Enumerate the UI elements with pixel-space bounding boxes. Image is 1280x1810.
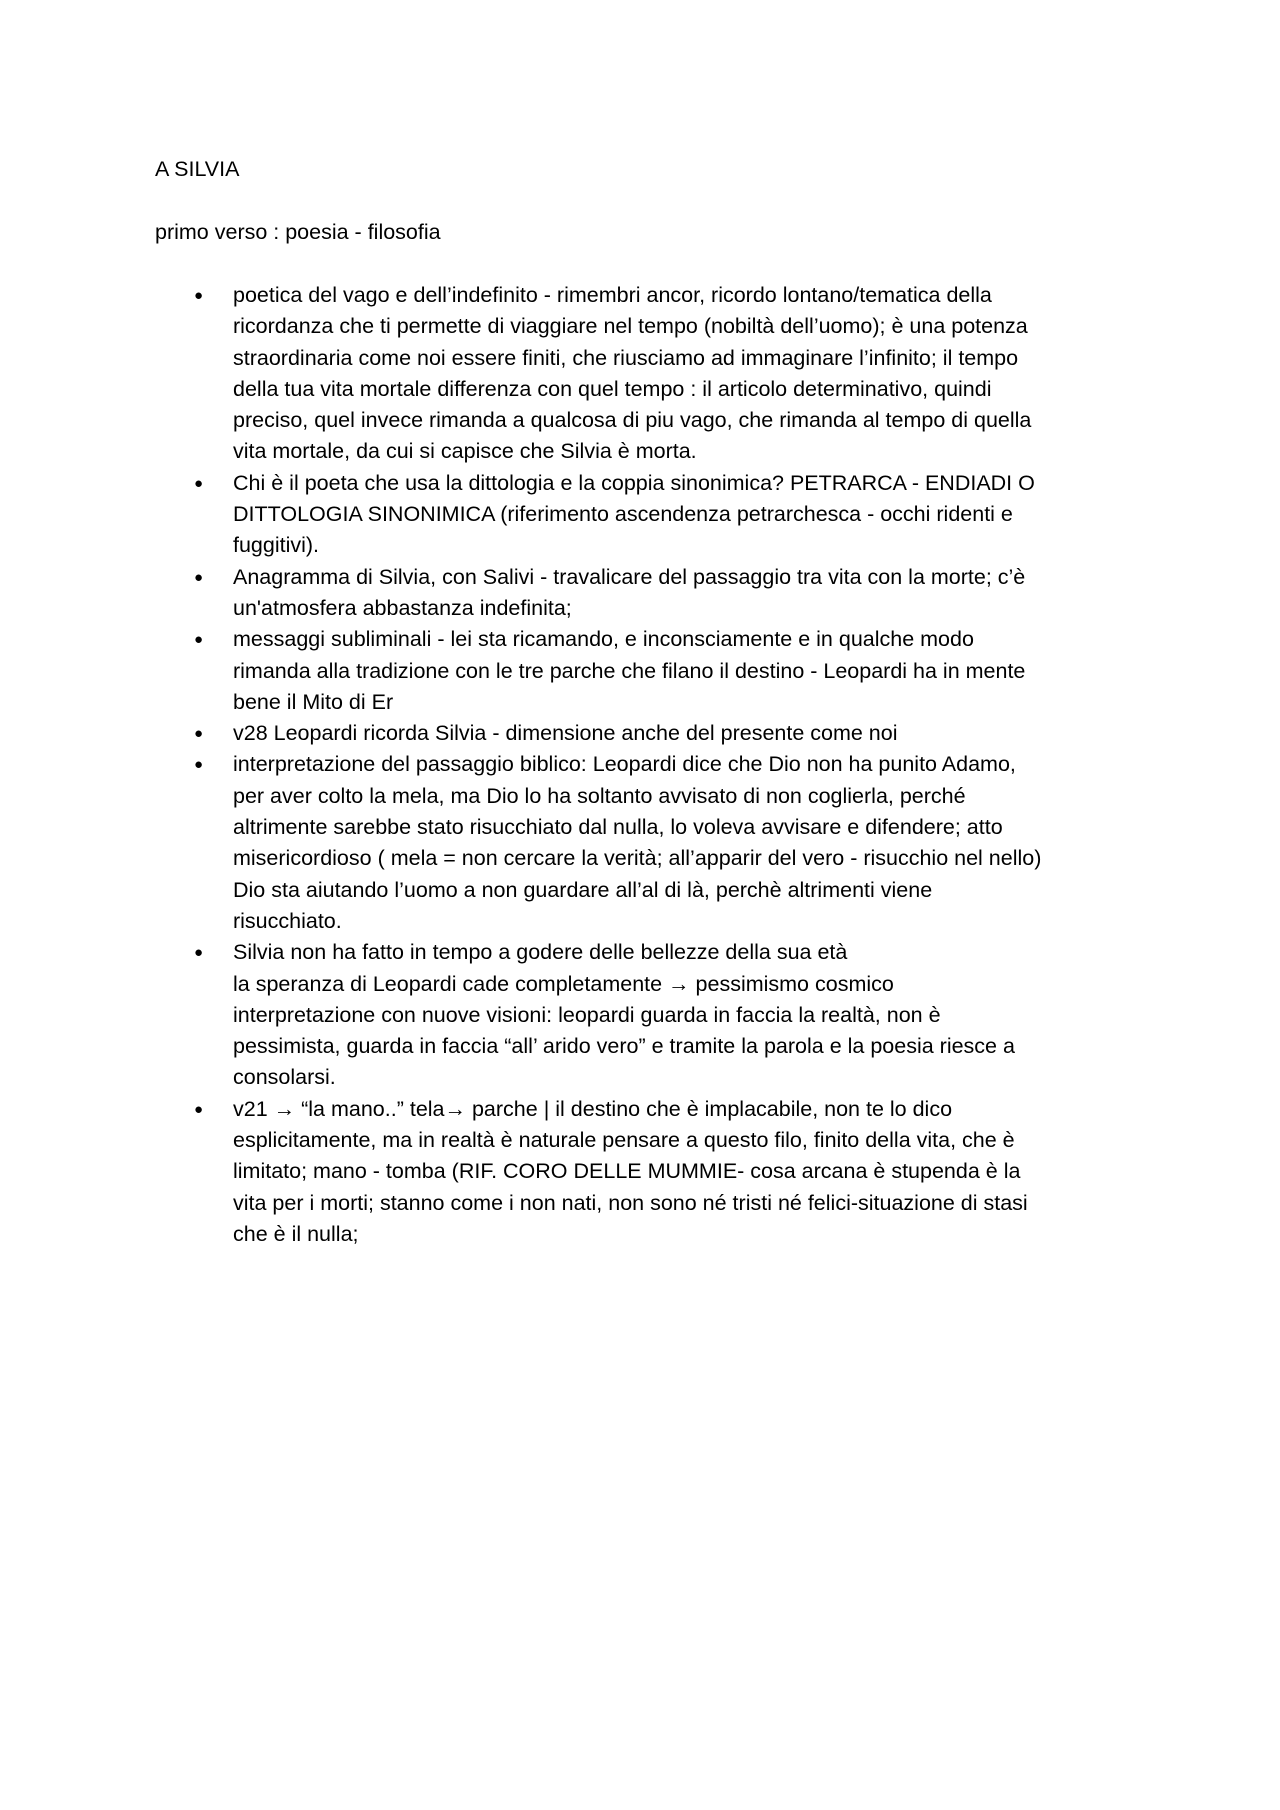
- bullet-dot-icon: ●: [194, 474, 204, 492]
- bullet-text-line: per aver colto la mela, ma Dio lo ha soltanto avvisato di non coglierla, perché: [233, 783, 966, 808]
- bullet-text-line: consolarsi.: [233, 1065, 336, 1090]
- bullet-text-line: un'atmosfera abbastanza indefinita;: [233, 595, 572, 620]
- bullet-text-line: messaggi subliminali - lei sta ricamando, e inconsciamente e in qualche modo: [233, 627, 974, 652]
- bullet-list: [0, 280, 1280, 1250]
- bullet-text-line: interpretazione con nuove visioni: leopardi guarda in faccia la realtà, non è: [233, 1002, 941, 1027]
- bullet-text-line: limitato; mano - tomba (RIF. CORO DELLE MUMMIE- cosa arcana è stupenda è la: [233, 1159, 1021, 1184]
- bullet-text-line: Dio sta aiutando l’uomo a non guardare all’al di là, perchè altrimenti viene: [233, 877, 933, 902]
- bullet-text-line: altrimente sarebbe stato risucchiato dal nulla, lo voleva avvisare e difendere; atto: [233, 815, 1003, 840]
- bullet-dot-icon: ●: [194, 631, 204, 649]
- bullet-text-line: straordinaria come noi essere finiti, che riusciamo ad immaginare l’infinito; il tempo: [233, 345, 1019, 370]
- bullet-text-line: fuggitivi).: [233, 533, 320, 558]
- bullet-text-line: esplicitamente, ma in realtà è naturale pensare a questo filo, finito della vita, che è: [233, 1128, 1015, 1153]
- bullet-text-line: Silvia non ha fatto in tempo a godere delle bellezze della sua età: [233, 940, 848, 965]
- bullet-text-line: che è il nulla;: [233, 1221, 359, 1246]
- bullet-text-line: interpretazione del passaggio biblico: Leopardi dice che Dio non ha punito Adamo,: [233, 752, 1016, 777]
- bullet-text-line: v21 → “la mano..” tela→ parche | il destino che è implacabile, non te lo dico: [233, 1096, 953, 1121]
- list-item: [0, 280, 1133, 468]
- bullet-text-line: Chi è il poeta che usa la dittologia e la coppia sinonimica? PETRARCA - ENDIADI O: [233, 470, 1035, 495]
- bullet-dot-icon: ●: [194, 944, 204, 962]
- bullet-text-line: ricordanza che ti permette di viaggiare nel tempo (nobiltà dell’uomo); è una potenza: [233, 314, 1028, 339]
- bullet-text-line: misericordioso ( mela = non cercare la verità; all’apparir del vero - risucchio nel nello): [233, 846, 1042, 871]
- bullet-text-line: della tua vita mortale differenza con quel tempo : il articolo determinativo, quindi: [233, 376, 992, 401]
- bullet-text-line: bene il Mito di Er: [233, 689, 394, 714]
- bullet-text-line: preciso, quel invece rimanda a qualcosa di piu vago, che rimanda al tempo di quella: [233, 408, 1032, 433]
- bullet-text-line: vita mortale, da cui si capisce che Silvia è morta.: [233, 439, 697, 464]
- bullet-text-line: DITTOLOGIA SINONIMICA (riferimento ascendenza petrarchesca - occhi ridenti e: [233, 502, 1013, 527]
- list-item: [0, 624, 1133, 718]
- list-item: [0, 562, 1133, 625]
- list-item: [0, 937, 1133, 1093]
- bullet-text-line: pessimista, guarda in faccia “all’ arido vero” e tramite la parola e la poesia riesce a: [233, 1034, 1015, 1059]
- bullet-text-line: poetica del vago e dell’indefinito - rimembri ancor, ricordo lontano/tematica della: [233, 283, 992, 307]
- bullet-dot-icon: ●: [194, 725, 204, 743]
- bullet-dot-icon: ●: [194, 756, 204, 774]
- bullet-text-line: v28 Leopardi ricorda Silvia - dimensione anche del presente come noi: [233, 721, 898, 746]
- document-title: A SILVIA: [155, 157, 240, 181]
- bullet-dot-icon: ●: [194, 568, 204, 586]
- bullet-dot-icon: ●: [194, 287, 204, 304]
- bullet-text-line: risucchiato.: [233, 908, 342, 933]
- bullet-text-line: Anagramma di Silvia, con Salivi - travalicare del passaggio tra vita con la morte; c’è: [233, 564, 1026, 589]
- list-item: [0, 1094, 1133, 1250]
- bullet-text-line: la speranza di Leopardi cade completamente → pessimismo cosmico: [233, 971, 894, 996]
- list-item: [0, 749, 1133, 937]
- list-item: [0, 718, 1133, 749]
- bullet-text-line: rimanda alla tradizione con le tre parche che filano il destino - Leopardi ha in mente: [233, 658, 1026, 683]
- bullet-text-line: vita per i morti; stanno come i non nati, non sono né tristi né felici-situazione di stasi: [233, 1190, 1028, 1215]
- bullet-dot-icon: ●: [194, 1100, 204, 1118]
- document-subtitle: primo verso : poesia - filosofia: [155, 220, 441, 244]
- list-item: [0, 468, 1133, 562]
